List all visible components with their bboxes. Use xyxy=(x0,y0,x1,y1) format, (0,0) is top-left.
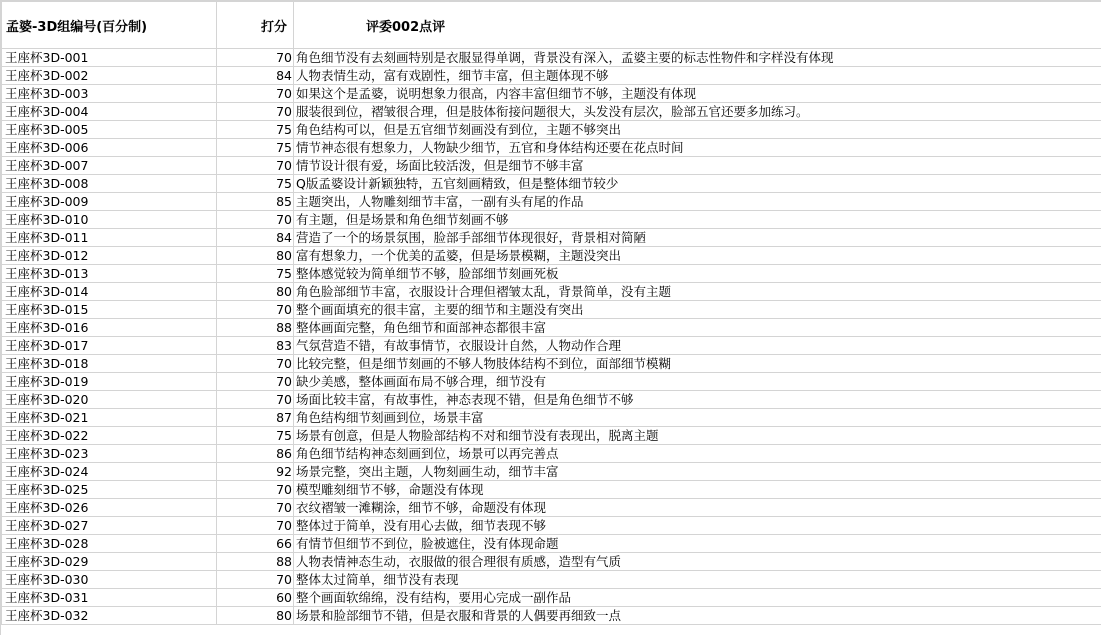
table-row xyxy=(2,607,1101,625)
comment-cell[interactable]: 有主题，但是场景和角色细节刻画不够 xyxy=(294,211,1101,229)
entry-id-cell[interactable]: 王座杯3D-024 xyxy=(2,463,217,481)
header-cell-score[interactable]: 打分 xyxy=(217,2,294,49)
score-cell[interactable]: 80 xyxy=(217,247,294,265)
table-row xyxy=(2,373,1101,391)
comment-cell[interactable]: 模型雕刻细节不够，命题没有体现 xyxy=(294,481,1101,499)
comment-cell[interactable]: 气氛营造不错，有故事情节，衣服设计自然，人物动作合理 xyxy=(294,337,1101,355)
comment-cell[interactable]: 营造了一个的场景氛围，脸部手部细节体现很好，背景相对简陋 xyxy=(294,229,1101,247)
score-cell[interactable]: 60 xyxy=(217,589,294,607)
entry-id-cell[interactable]: 王座杯3D-012 xyxy=(2,247,217,265)
header-cell-comment[interactable]: 评委002点评 xyxy=(294,2,1101,49)
comment-cell[interactable]: 角色细节结构神态刻画到位，场景可以再完善点 xyxy=(294,445,1101,463)
comment-cell[interactable]: 整体画面完整，角色细节和面部神态都很丰富 xyxy=(294,319,1101,337)
entry-id-cell[interactable]: 王座杯3D-023 xyxy=(2,445,217,463)
score-cell[interactable]: 70 xyxy=(217,571,294,589)
entry-id-cell[interactable]: 王座杯3D-031 xyxy=(2,589,217,607)
score-cell[interactable]: 84 xyxy=(217,67,294,85)
score-cell[interactable]: 83 xyxy=(217,337,294,355)
entry-id-cell[interactable]: 王座杯3D-002 xyxy=(2,67,217,85)
table-row xyxy=(2,481,1101,499)
table-row xyxy=(2,49,1101,67)
entry-id-cell[interactable]: 王座杯3D-006 xyxy=(2,139,217,157)
comment-cell[interactable]: 服装很到位，褶皱很合理，但是肢体衔接问题很大，头发没有层次，脸部五官还要多加练习。 xyxy=(294,103,1101,121)
entry-id-cell[interactable]: 王座杯3D-015 xyxy=(2,301,217,319)
comment-cell[interactable]: 有情节但细节不到位，脸被遮住，没有体现命题 xyxy=(294,535,1101,553)
table-row xyxy=(2,283,1101,301)
table-row xyxy=(2,391,1101,409)
comment-cell[interactable]: 角色脸部细节丰富，衣服设计合理但褶皱太乱，背景简单，没有主题 xyxy=(294,283,1101,301)
entry-id-cell[interactable]: 王座杯3D-027 xyxy=(2,517,217,535)
table-row xyxy=(2,499,1101,517)
comment-cell[interactable]: 整个画面填充的很丰富，主要的细节和主题没有突出 xyxy=(294,301,1101,319)
score-cell[interactable]: 70 xyxy=(217,211,294,229)
score-cell[interactable]: 66 xyxy=(217,535,294,553)
score-table xyxy=(1,1,1101,625)
table-row xyxy=(2,409,1101,427)
table-row xyxy=(2,535,1101,553)
comment-cell[interactable]: 场景和脸部细节不错，但是衣服和背景的人偶要再细致一点 xyxy=(294,607,1101,625)
score-cell[interactable]: 80 xyxy=(217,283,294,301)
table-row xyxy=(2,85,1101,103)
score-cell[interactable]: 70 xyxy=(217,301,294,319)
table-row xyxy=(2,589,1101,607)
entry-id-cell[interactable]: 王座杯3D-003 xyxy=(2,85,217,103)
comment-cell[interactable]: 主题突出，人物雕刻细节丰富，一副有头有尾的作品 xyxy=(294,193,1101,211)
header-cell-id[interactable]: 孟婆-3D组编号(百分制) xyxy=(2,2,217,49)
score-cell[interactable]: 70 xyxy=(217,157,294,175)
score-cell[interactable]: 70 xyxy=(217,49,294,67)
comment-cell[interactable]: 比较完整，但是细节刻画的不够人物肢体结构不到位，面部细节模糊 xyxy=(294,355,1101,373)
entry-id-cell[interactable]: 王座杯3D-016 xyxy=(2,319,217,337)
score-cell[interactable]: 88 xyxy=(217,553,294,571)
comment-cell[interactable]: 富有想象力，一个优美的孟婆，但是场景模糊，主题没突出 xyxy=(294,247,1101,265)
comment-cell[interactable]: 整体太过简单，细节没有表现 xyxy=(294,571,1101,589)
score-cell[interactable]: 70 xyxy=(217,499,294,517)
table-row xyxy=(2,355,1101,373)
entry-id-cell[interactable]: 王座杯3D-014 xyxy=(2,283,217,301)
table-row xyxy=(2,463,1101,481)
score-cell[interactable]: 70 xyxy=(217,517,294,535)
table-row xyxy=(2,139,1101,157)
score-cell[interactable]: 70 xyxy=(217,355,294,373)
entry-id-cell[interactable]: 王座杯3D-001 xyxy=(2,49,217,67)
score-cell[interactable]: 75 xyxy=(217,265,294,283)
table-row xyxy=(2,247,1101,265)
entry-id-cell[interactable]: 王座杯3D-010 xyxy=(2,211,217,229)
entry-id-cell[interactable]: 王座杯3D-026 xyxy=(2,499,217,517)
entry-id-cell[interactable]: 王座杯3D-032 xyxy=(2,607,217,625)
entry-id-cell[interactable]: 王座杯3D-005 xyxy=(2,121,217,139)
entry-id-cell[interactable]: 王座杯3D-013 xyxy=(2,265,217,283)
entry-id-cell[interactable]: 王座杯3D-018 xyxy=(2,355,217,373)
score-cell[interactable]: 70 xyxy=(217,391,294,409)
entry-id-cell[interactable]: 王座杯3D-030 xyxy=(2,571,217,589)
entry-id-cell[interactable]: 王座杯3D-025 xyxy=(2,481,217,499)
table-row xyxy=(2,553,1101,571)
score-cell[interactable]: 87 xyxy=(217,409,294,427)
header-row xyxy=(2,2,1101,49)
entry-id-cell[interactable]: 王座杯3D-011 xyxy=(2,229,217,247)
comment-cell[interactable]: 人物表情神态生动，衣服做的很合理很有质感，造型有气质 xyxy=(294,553,1101,571)
entry-id-cell[interactable]: 王座杯3D-022 xyxy=(2,427,217,445)
comment-cell[interactable]: 场景完整，突出主题，人物刻画生动，细节丰富 xyxy=(294,463,1101,481)
entry-id-cell[interactable]: 王座杯3D-028 xyxy=(2,535,217,553)
entry-id-cell[interactable]: 王座杯3D-029 xyxy=(2,553,217,571)
table-row xyxy=(2,121,1101,139)
score-cell[interactable]: 86 xyxy=(217,445,294,463)
entry-id-cell[interactable]: 王座杯3D-008 xyxy=(2,175,217,193)
comment-cell[interactable]: 衣纹褶皱一滩糊涂，细节不够，命题没有体现 xyxy=(294,499,1101,517)
entry-id-cell[interactable]: 王座杯3D-019 xyxy=(2,373,217,391)
score-cell[interactable]: 70 xyxy=(217,103,294,121)
score-cell[interactable]: 70 xyxy=(217,373,294,391)
comment-cell[interactable]: 缺少美感，整体画面布局不够合理，细节没有 xyxy=(294,373,1101,391)
score-cell[interactable]: 75 xyxy=(217,175,294,193)
comment-cell[interactable]: 场景有创意，但是人物脸部结构不对和细节没有表现出，脱离主题 xyxy=(294,427,1101,445)
entry-id-cell[interactable]: 王座杯3D-017 xyxy=(2,337,217,355)
score-cell[interactable]: 80 xyxy=(217,607,294,625)
score-cell[interactable]: 84 xyxy=(217,229,294,247)
score-cell[interactable]: 70 xyxy=(217,85,294,103)
table-row xyxy=(2,265,1101,283)
comment-cell[interactable]: 角色结构可以，但是五官细节刻画没有到位，主题不够突出 xyxy=(294,121,1101,139)
comment-cell[interactable]: 整体感觉较为简单细节不够，脸部细节刻画死板 xyxy=(294,265,1101,283)
entry-id-cell[interactable]: 王座杯3D-004 xyxy=(2,103,217,121)
table-row xyxy=(2,67,1101,85)
score-cell[interactable]: 75 xyxy=(217,427,294,445)
table-row xyxy=(2,571,1101,589)
score-cell[interactable]: 85 xyxy=(217,193,294,211)
table-row xyxy=(2,157,1101,175)
table-body xyxy=(2,49,1101,625)
score-cell[interactable]: 88 xyxy=(217,319,294,337)
comment-cell[interactable]: 整个画面软绵绵，没有结构，要用心完成一副作品 xyxy=(294,589,1101,607)
score-cell[interactable]: 70 xyxy=(217,481,294,499)
entry-id-cell[interactable]: 王座杯3D-009 xyxy=(2,193,217,211)
comment-cell[interactable]: 场面比较丰富，有故事性，神态表现不错，但是角色细节不够 xyxy=(294,391,1101,409)
entry-id-cell[interactable]: 王座杯3D-021 xyxy=(2,409,217,427)
comment-cell[interactable]: 整体过于简单，没有用心去做，细节表现不够 xyxy=(294,517,1101,535)
table-row xyxy=(2,229,1101,247)
table-row xyxy=(2,445,1101,463)
comment-cell[interactable]: 角色结构细节刻画到位，场景丰富 xyxy=(294,409,1101,427)
comment-cell[interactable]: Q版孟婆设计新颖独特，五官刻画精致，但是整体细节较少 xyxy=(294,175,1101,193)
comment-cell[interactable]: 情节设计很有爱，场面比较活泼，但是细节不够丰富 xyxy=(294,157,1101,175)
entry-id-cell[interactable]: 王座杯3D-020 xyxy=(2,391,217,409)
table-row xyxy=(2,337,1101,355)
comment-cell[interactable]: 情节神态很有想象力，人物缺少细节，五官和身体结构还要在花点时间 xyxy=(294,139,1101,157)
table-row xyxy=(2,319,1101,337)
score-cell[interactable]: 75 xyxy=(217,121,294,139)
table-row xyxy=(2,211,1101,229)
score-cell[interactable]: 75 xyxy=(217,139,294,157)
comment-cell[interactable]: 如果这个是孟婆，说明想象力很高，内容丰富但细节不够，主题没有体现 xyxy=(294,85,1101,103)
score-cell[interactable]: 92 xyxy=(217,463,294,481)
table-row xyxy=(2,517,1101,535)
comment-cell[interactable]: 角色细节没有去刻画特别是衣服显得单调，背景没有深入，孟婆主要的标志性物件和字样没有体现 xyxy=(294,49,1101,67)
table-row xyxy=(2,193,1101,211)
table-row xyxy=(2,427,1101,445)
table-row xyxy=(2,301,1101,319)
comment-cell[interactable]: 人物表情生动，富有戏剧性，细节丰富，但主题体现不够 xyxy=(294,67,1101,85)
table-row xyxy=(2,175,1101,193)
table-row xyxy=(2,103,1101,121)
entry-id-cell[interactable]: 王座杯3D-007 xyxy=(2,157,217,175)
